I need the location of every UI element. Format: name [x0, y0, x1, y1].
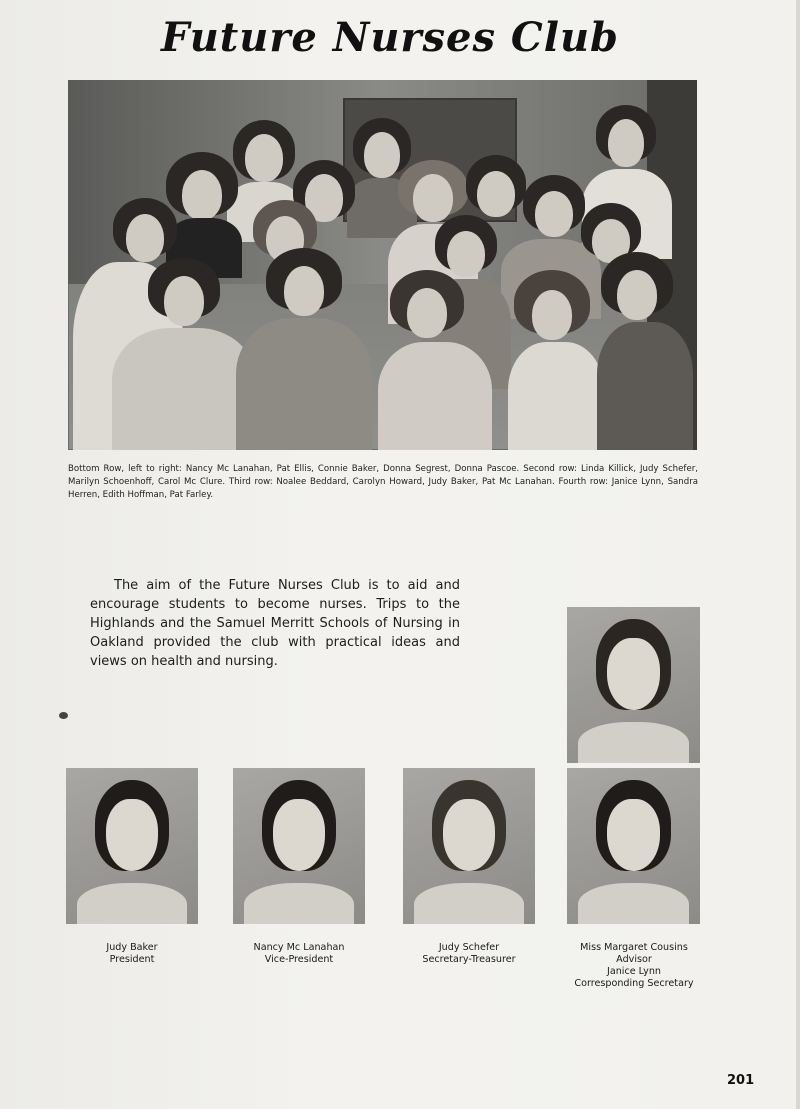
- officer-portrait-corresponding-secretary: [567, 768, 700, 924]
- officer-role: Vice-President: [264, 954, 334, 965]
- page-number: 201: [727, 1073, 755, 1088]
- advisor-role: Advisor: [616, 954, 652, 965]
- officer-name: Judy Schefer: [438, 942, 500, 953]
- page-title: Future Nurses Club: [161, 14, 619, 61]
- officer-role: President: [109, 954, 155, 965]
- officer-caption-vice-president: [228, 942, 370, 966]
- officer-role: Corresponding Secretary: [574, 978, 694, 989]
- officer-name: Judy Baker: [106, 942, 158, 953]
- officer-role: Secretary-Treasurer: [422, 954, 516, 965]
- officer-caption-president: [66, 942, 198, 966]
- advisor-portrait: [567, 607, 700, 763]
- club-description: The aim of the Future Nurses Club is to aid and encourage students to become nurses. Trips to the Highlands and the Samuel Merritt Schools of Nursing in Oakland provided the club with practical ideas and views on health and nursing.: [90, 578, 460, 669]
- officer-portrait-secretary-treasurer: [403, 768, 535, 924]
- officer-caption-secretary-treasurer: [398, 942, 540, 966]
- officer-name: Nancy Mc Lanahan: [253, 942, 345, 953]
- officer-portrait-president: [66, 768, 198, 924]
- print-blemish: [59, 712, 68, 719]
- advisor-caption: [560, 942, 708, 990]
- advisor-name: Miss Margaret Cousins: [580, 942, 688, 953]
- page-edge: [796, 0, 800, 1109]
- officer-portrait-vice-president: [233, 768, 365, 924]
- officer-name: Janice Lynn: [607, 966, 661, 977]
- photo-caption: Bottom Row, left to right: Nancy Mc Lanahan, Pat Ellis, Connie Baker, Donna Segrest, Donna Pascoe. Second row: Linda Killick, Judy Schefer, Marilyn Schoenhoff, Carol Mc Clure. Third row: Noalee Beddard, Carolyn Howard, Judy Baker, Pat Mc Lanahan. Fourth row: Janice Lynn, Sandra Herren, Edith Hoffman, Pat Farley.: [68, 464, 698, 500]
- group-photo: [68, 80, 697, 450]
